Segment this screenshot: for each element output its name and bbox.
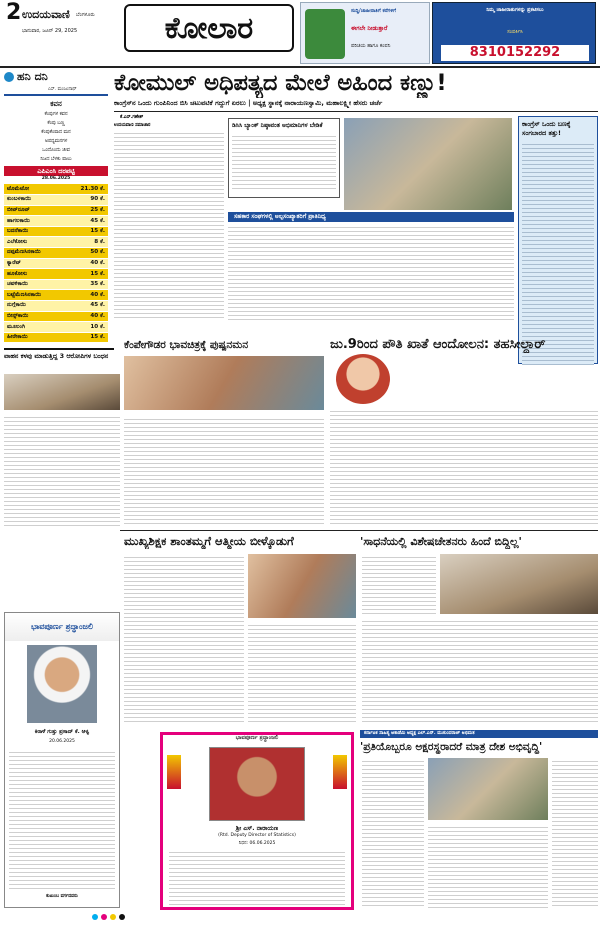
- story-text: [114, 130, 224, 320]
- vehicle-rule: [4, 348, 114, 350]
- rates-title: ಎಪಿಎಂಸಿ ದರಪಟ್ಟಿ: [4, 166, 108, 176]
- cyan-dot: [92, 914, 98, 920]
- obit2-photo: [209, 747, 305, 821]
- kempegowda-headline: ಕೆಂಪೇಗೌಡರ ಭಾವಚಿತ್ರಕ್ಕೆ ಪುಷ್ಪನಮನ: [124, 339, 249, 351]
- yellow-dot: [110, 914, 116, 920]
- mid-rule: [120, 530, 598, 531]
- obit2-name: ಶ್ರೀ ಎಸ್. ನಾರಾಯಣ: [235, 825, 279, 832]
- table-row: ಮೂಲಂಗಿ 10 ಕೆ.: [4, 322, 108, 333]
- header-ad-2: [432, 2, 596, 64]
- main-headline: ಕೋಮುಲ್ ಅಧಿಪತ್ಯದ ಮೇಲೆ ಅಹಿಂದ ಕಣ್ಣು!: [114, 70, 447, 96]
- drop-icon: [4, 72, 14, 82]
- obituary-1: [4, 612, 120, 908]
- obit1-banner: ಭಾವಪೂರ್ಣ ಶ್ರದ್ಧಾಂಜಲಿ: [30, 622, 94, 631]
- protest-headline: ಜು.9ರಿಂದ ಪೌತಿ ಖಾತೆ ಆಂದೋಲನ: ತಹಸೀಲ್ದಾರ್: [330, 337, 546, 352]
- protest-text: [330, 408, 598, 526]
- photo-caption: ಸಹಕಾರ ಸಂಘಗಳಲ್ಲಿ ಅಲ್ಪಸಂಖ್ಯಾತರಿಗೆ ಪ್ರಾತಿನಿಧ್ಯ: [228, 212, 514, 222]
- lamp-icon-left: [167, 755, 181, 789]
- dream-text-2: [428, 824, 548, 908]
- ad2-phone: 8310152292: [441, 45, 589, 61]
- magenta-dot: [101, 914, 107, 920]
- kempegowda-photo: [124, 356, 324, 410]
- building-photo: [344, 118, 512, 210]
- vehicle-headline: ವಾಹನ ಕಳವು ಮಾಡುತ್ತಿದ್ದ 3 ಆರೋಪಿಗಳ ಬಂಧನ: [4, 352, 109, 360]
- vehicle-photo: [4, 374, 120, 410]
- achievers-text: [362, 554, 436, 614]
- black-dot: [119, 914, 125, 920]
- cm-text: [124, 554, 244, 724]
- obit2-banner: ಭಾವಪೂರ್ಣ ಶ್ರದ್ಧಾಂಜಲಿ: [235, 735, 279, 741]
- obit1-photo: [27, 645, 97, 723]
- dcc-box-title: ಡಿಸಿಸಿ ಬ್ಯಾಂಕ್ ನಿಷ್ಠಾವಂತ ಅಭಿಮಾನಿಗಳ ಬೇಡಿಕೆ: [232, 122, 323, 129]
- ad2-line1: ನಿಮ್ಮ ಜಾಹೀರಾತುಗಳನ್ನು ಪ್ರಕಟಿಸಲು: [486, 7, 544, 13]
- achievers-text-2: [362, 618, 598, 724]
- table-row: ಟೊಮೆಟೋ 21.30 ಕೆ.: [4, 184, 108, 195]
- table-row: ಚವಳಿಕಾಯಿ 35 ಕೆ.: [4, 279, 108, 290]
- paper-name: ಉದಯವಾಣಿ: [22, 8, 70, 21]
- masthead-left: [6, 2, 110, 42]
- poem-line: ಒಂದೊಂದು ಜೀವ: [42, 148, 70, 153]
- table-row: ಕುಂಬಳಕಾಯಿ 90 ಕೆ.: [4, 195, 108, 206]
- dcc-box-text: [232, 133, 336, 191]
- column-brand: [4, 70, 108, 84]
- poem-line: ಅಪಧ್ಯಮನಗಳ: [44, 139, 68, 144]
- obit1-name: ಕಿರಾಳೆ ಗುತ್ತು ಪ್ರಸಾದ್ ಕೆ. ಆಳ್ವ: [34, 729, 90, 735]
- right-box: [518, 116, 598, 364]
- dream-photo: [428, 758, 548, 820]
- section-title-box: [124, 4, 294, 52]
- kempegowda-text: [124, 416, 324, 526]
- rates-table: [4, 184, 108, 343]
- table-row: ಬೀನ್ಸ್‌ಕಾಯಿ 40 ಕೆ.: [4, 311, 108, 322]
- table-row: ಹೀರೇಕಾಯಿ 15 ಕೆ.: [4, 332, 108, 343]
- lamp-icon-right: [333, 755, 347, 789]
- ad1-line1: ಸುದ್ದಿ/ಜಾಹೀರಾತಿಗೆ ಕರೆಗಳಿಗೆ: [351, 8, 396, 14]
- table-row: ದಪ್ಪಮೆಣಸಿನಕಾಯಿ 50 ಕೆ.: [4, 248, 108, 259]
- poem-body: [4, 110, 108, 164]
- ad1-line2: ಈಗಲೇ ನೀಡುತ್ತಾರೆ: [351, 25, 388, 32]
- ad1-line3: ಪರಿಚಯ ಹಾಗೂ ಕಂಪನಿ: [351, 43, 391, 49]
- table-row: ಬೀಟ್‌ರೂಟ್ 25 ಕೆ.: [4, 205, 108, 216]
- poem-line: ಕೆಂಪುಕೆಂಪಾದ ಮನ: [41, 130, 71, 135]
- achievers-photo: [440, 554, 598, 614]
- table-row: ಎಲೆಕೋಸು 8 ಕೆ.: [4, 237, 108, 248]
- column-author: ಎಸ್. ಮಂಜುನಾಥ್: [48, 87, 77, 92]
- achievers-headline: 'ಸಾಧನೆಯಲ್ಲಿ ವಿಶೇಷಚೇತನರು ಹಿಂದೆ ಬಿದ್ದಿಲ್ಲ': [360, 535, 522, 548]
- table-row: ಬದನೆಕಾಯಿ 15 ಕೆ.: [4, 226, 108, 237]
- cm-photo: [248, 554, 356, 618]
- vehicle-text: [4, 414, 120, 526]
- tahsildar-photo: [336, 354, 390, 404]
- bureau-label: ಉದಯವಾಣಿ ಸಮಾಚಾರ: [114, 123, 151, 128]
- right-box-text: [522, 141, 594, 365]
- dcc-box: [228, 118, 340, 198]
- poem-line: ನಿಜದ ಬೆಳಕು ಪಾಲು: [40, 157, 72, 162]
- dream-text-1: [362, 758, 424, 908]
- phone-graphic: [305, 9, 345, 59]
- main-subhead: ಕಾಂಗ್ರೆಸ್‌ನ ಒಂದು ಗುಂಪಿನಿಂದ ಬಿಸಿ ಚಟುವಟಿಕೆ ಗದ್ದುಗೆ ಏರಲು | ಅಧ್ಯಕ್ಷ ಸ್ಥಾನಕ್ಕೆ ನಾರಾಯಣಸ್ವಾಮಿ, ಮಹಾಲಕ್ಷ್ಮೀ ಹೆಸರು ಚರ್ಚೆ: [114, 99, 383, 107]
- right-box-title: ಕಾಂಗ್ರೆಸ್ ಒಂದು ಬಣಕ್ಕೆ ಸಂಗಬಾರದ ತತ್ತು!: [522, 120, 571, 137]
- obit1-text: [9, 749, 115, 889]
- table-row: ಹೂಕೋಸು 15 ಕೆ.: [4, 269, 108, 280]
- obit2-title: (Rtd. Deputy Director of Statistics): [218, 833, 296, 838]
- obit1-banner-box: [5, 613, 119, 641]
- edition: ಬೆಂಗಳೂರು: [76, 12, 95, 18]
- column-brand-title: ಹನಿ ದನಿ: [17, 70, 48, 83]
- obit1-date: 20.06.2025: [49, 739, 75, 744]
- table-row: ಹಾಗಲಕಾಯಿ 45 ಕೆ.: [4, 216, 108, 227]
- obituary-2: [160, 732, 354, 910]
- column-rule: [4, 94, 108, 96]
- table-row: ಬಟ್ಟೆಮೆಣಸಿನಕಾಯಿ 40 ಕೆ.: [4, 290, 108, 301]
- section-title: ಕೋಲಾರ: [164, 10, 254, 46]
- header-ad-1: [300, 2, 430, 64]
- dream-kicker: ಕರ್ನಾಟಕ ಸಾಹಿತ್ಯ ಅಕಾಡೆಮಿ ಅಧ್ಯಕ್ಷ ಎಲ್.ಎನ್. ಮುಕುಂದರಾಜ್ ಅಭಿಮತ: [360, 730, 598, 738]
- dream-text-3: [552, 758, 598, 908]
- cm-headline: ಮುಖ್ಯಶಿಕ್ಷಕ ಶಾಂತಮ್ಮಗೆ ಆತ್ಮೀಯ ಬೀಳ್ಕೊಡುಗೆ: [124, 534, 294, 548]
- cm-text-2: [248, 622, 356, 724]
- rates-date: 28.06.2025: [4, 176, 108, 183]
- registration-marks: [92, 914, 125, 920]
- ad2-line2: ಸಂಪರ್ಕಿಸಿ: [507, 29, 523, 35]
- obit2-date: ನಿಧನ: 06.06.2025: [238, 841, 276, 846]
- date-line: ಭಾನುವಾರ, ಜೂನ್ 29, 2025: [22, 28, 78, 34]
- dream-headline: 'ಪ್ರತಿಯೊಬ್ಬರೂ ಅಕ್ಷರಸ್ಥರಾದರೆ ಮಾತ್ರ ದೇಶ ಅಭಿವೃದ್ಧಿ': [360, 741, 543, 753]
- main-byline: ಕೆ.ಎಸ್.ಗಣೇಶ್: [120, 115, 144, 120]
- main-story-text: [228, 224, 514, 322]
- headline-rule: [114, 111, 598, 112]
- obit1-family: ಕುಟುಂಬ ವರ್ಗದವರು: [46, 894, 78, 899]
- main-story-col1: [114, 122, 224, 322]
- obit2-text: [169, 849, 345, 905]
- poem-title: ಕವನ: [50, 100, 62, 108]
- poem-line: ಕೆಂಪು ಬಣ್ಣ: [47, 121, 65, 126]
- poem-line: ಕೆಂಪುಗಳ ಕವನ: [44, 112, 68, 117]
- page-number: 2: [6, 0, 22, 25]
- table-row: ಕ್ಯಾರೆಟ್ 40 ಕೆ.: [4, 258, 108, 269]
- table-row: ನುಗ್ಗೆಕಾಯಿ 45 ಕೆ.: [4, 301, 108, 312]
